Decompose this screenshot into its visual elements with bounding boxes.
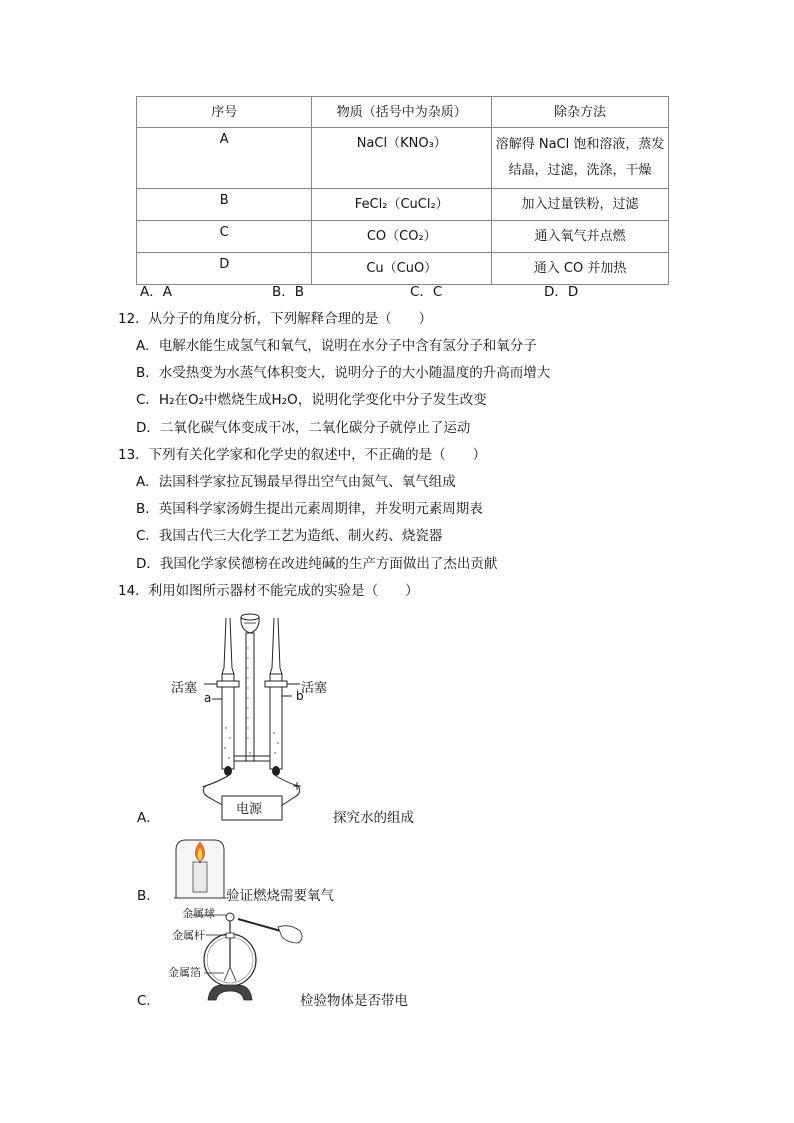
tube-b-label: b (296, 689, 304, 703)
row-substance: Cu（CuO） (312, 253, 492, 285)
table-row (137, 189, 669, 221)
row-substance: FeCl₂（CuCl₂） (312, 189, 492, 221)
row-method: 通入 CO 并加热 (492, 253, 669, 285)
q13-option-a: A．法国科学家拉瓦锡最早得出空气由氮气、氧气组成 (136, 474, 456, 490)
q12-option-b: B．水受热变为水蒸气体积变大，说明分子的大小随温度的升高而增大 (136, 365, 551, 381)
minus-label: - (202, 779, 207, 793)
candle-jar-figure (174, 838, 226, 900)
header-index: 序号 (137, 97, 312, 128)
electrolysis-apparatus-figure (160, 608, 340, 824)
q11-option-c: C．C (410, 284, 443, 300)
table-row (137, 128, 669, 189)
row-method: 溶解得 NaCl 饱和溶液，蒸发结晶，过滤，洗涤，干燥 (492, 128, 669, 189)
header-substance: 物质（括号中为杂质） (312, 97, 492, 128)
header-method: 除杂方法 (492, 97, 669, 128)
row-substance: CO（CO₂） (312, 221, 492, 253)
q13-option-b: B．英国科学家汤姆生提出元素周期律，并发明元素周期表 (136, 501, 483, 517)
q12-option-d: D．二氧化碳气体变成干冰，二氧化碳分子就停止了运动 (136, 420, 471, 436)
row-id: A (137, 128, 312, 189)
q12-stem: 12．从分子的角度分析，下列解释合理的是（ ） (118, 311, 433, 327)
q13-option-d: D．我国化学家侯德榜在改进纯碱的生产方面做出了杰出贡献 (136, 556, 498, 572)
tube-a-label: a (204, 691, 212, 705)
q14-option-c-letter: C． (137, 993, 160, 1009)
metal-foil-label: 金属箔 (168, 966, 201, 979)
q11-option-d: D．D (544, 284, 579, 300)
q14-stem: 14．利用如图所示器材不能完成的实验是（ ） (118, 583, 419, 599)
q11-option-a: A．A (140, 284, 172, 300)
q14-option-b-letter: B． (137, 888, 160, 904)
q12-option-c: C．H₂在O₂中燃烧生成H₂O，说明化学变化中分子发生改变 (136, 392, 487, 408)
metal-rod-label: 金属杆 (172, 929, 205, 942)
row-id: B (137, 189, 312, 221)
row-substance: NaCl（KNO₃） (312, 128, 492, 189)
electroscope-figure (160, 905, 310, 1003)
table-header-row (137, 97, 669, 128)
power-label: 电源 (236, 802, 263, 817)
q14-option-c-caption: 检验物体是否带电 (300, 993, 408, 1009)
q11-option-b: B．B (272, 284, 305, 300)
q14-option-a-caption: 探究水的组成 (333, 810, 414, 826)
valve-right-label: 活塞 (301, 681, 328, 696)
row-id: D (137, 253, 312, 285)
q14-option-b-caption: 验证燃烧需要氧气 (226, 888, 334, 904)
q14-option-a-letter: A． (137, 810, 160, 826)
valve-left-label: 活塞 (171, 681, 198, 696)
q13-option-c: C．我国古代三大化学工艺为造纸、制火药、烧瓷器 (136, 528, 443, 544)
row-method: 通入氧气并点燃 (492, 221, 669, 253)
plus-label: + (292, 779, 303, 793)
row-method: 加入过量铁粉，过滤 (492, 189, 669, 221)
row-id: C (137, 221, 312, 253)
q13-stem: 13．下列有关化学家和化学史的叙述中，不正确的是（ ） (118, 447, 487, 463)
metal-ball-label: 金属球 (182, 907, 215, 920)
table-row (137, 253, 669, 285)
table-row (137, 221, 669, 253)
q12-option-a: A．电解水能生成氢气和氧气，说明在水分子中含有氢分子和氧分子 (136, 338, 537, 354)
impurity-removal-table (136, 96, 669, 285)
